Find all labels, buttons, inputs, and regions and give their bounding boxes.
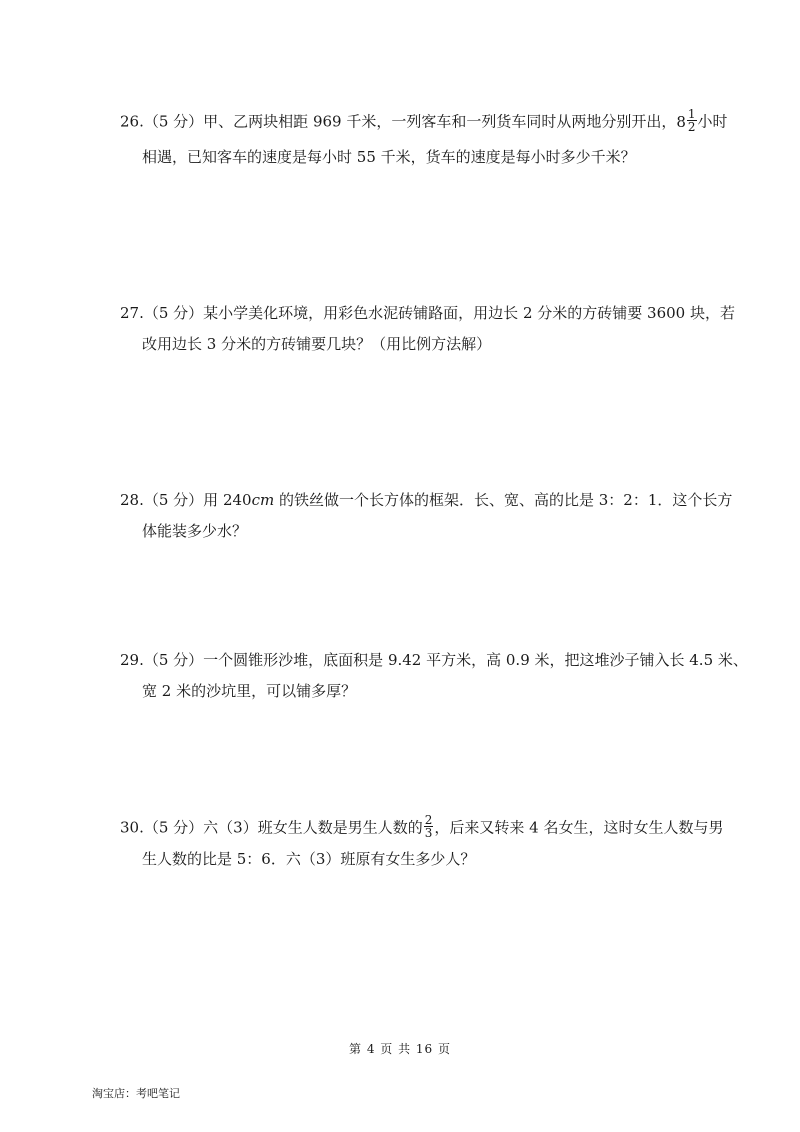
fraction-numerator: 1 bbox=[687, 107, 696, 121]
question-score: （5 分） bbox=[143, 112, 204, 131]
question-28-line-2: 体能装多少水？ bbox=[142, 522, 248, 540]
fraction-numerator: 2 bbox=[424, 813, 433, 827]
question-number: 27. bbox=[120, 304, 144, 322]
question-score: （5 分） bbox=[143, 651, 204, 669]
question-text-rest: 的铁丝做一个长方体的框架．长、宽、高的比是 3：2：1．这个长方 bbox=[274, 491, 733, 509]
mixed-whole: 8 bbox=[676, 112, 686, 131]
question-number: 29. bbox=[120, 651, 144, 669]
fraction bbox=[687, 108, 697, 133]
shop-label: 淘宝店：考吧笔记 bbox=[92, 1087, 180, 1100]
page-footer: 第 4 页 共 16 页 bbox=[349, 1042, 451, 1056]
question-text: 甲、乙两块相距 969 千米，一列客车和一列货车同时从两地分别开出， bbox=[203, 112, 677, 131]
question-number: 26. bbox=[120, 112, 144, 131]
fraction bbox=[424, 814, 434, 839]
question-score: （5 分） bbox=[143, 818, 204, 837]
question-text-tail: 小时 bbox=[697, 112, 728, 131]
question-text: 一个圆锥形沙堆，底面积是 9.42 平方米，高 0.9 米，把这堆沙子铺入长 4.5 米、 bbox=[203, 651, 748, 669]
question-text: 某小学美化环境，用彩色水泥砖铺路面，用边长 2 分米的方砖铺要 3600 块，若 bbox=[203, 304, 735, 322]
question-27-line-1 bbox=[120, 303, 735, 323]
fraction-denominator: 2 bbox=[687, 120, 696, 134]
unit-cm: cm bbox=[251, 491, 275, 509]
question-30-line-2: 生人数的比是 5：6．六（3）班原有女生多少人？ bbox=[142, 850, 476, 868]
question-27-line-2: 改用边长 3 分米的方砖铺要几块？（用比例方法解） bbox=[142, 335, 492, 353]
question-text-rest: ，后来又转来 4 名女生，这时女生人数与男 bbox=[434, 818, 724, 837]
question-29-line-2: 宽 2 米的沙坑里，可以铺多厚？ bbox=[142, 682, 357, 700]
question-29-line-1 bbox=[120, 650, 748, 670]
question-score: （5 分） bbox=[143, 304, 204, 322]
question-text: 用 240 bbox=[203, 491, 252, 509]
question-number: 30. bbox=[120, 818, 144, 837]
question-number: 28. bbox=[120, 491, 144, 509]
fraction-denominator: 3 bbox=[424, 826, 433, 840]
question-score: （5 分） bbox=[143, 491, 204, 509]
question-text: 六（3）班女生人数是男生人数的 bbox=[203, 818, 423, 837]
question-30-line-1 bbox=[120, 813, 724, 841]
question-26-line-2: 相遇，已知客车的速度是每小时 55 千米，货车的速度是每小时多少千米？ bbox=[142, 148, 636, 166]
question-26-line-1 bbox=[120, 107, 728, 135]
mixed-number bbox=[676, 107, 697, 134]
question-28-line-1 bbox=[120, 490, 732, 510]
